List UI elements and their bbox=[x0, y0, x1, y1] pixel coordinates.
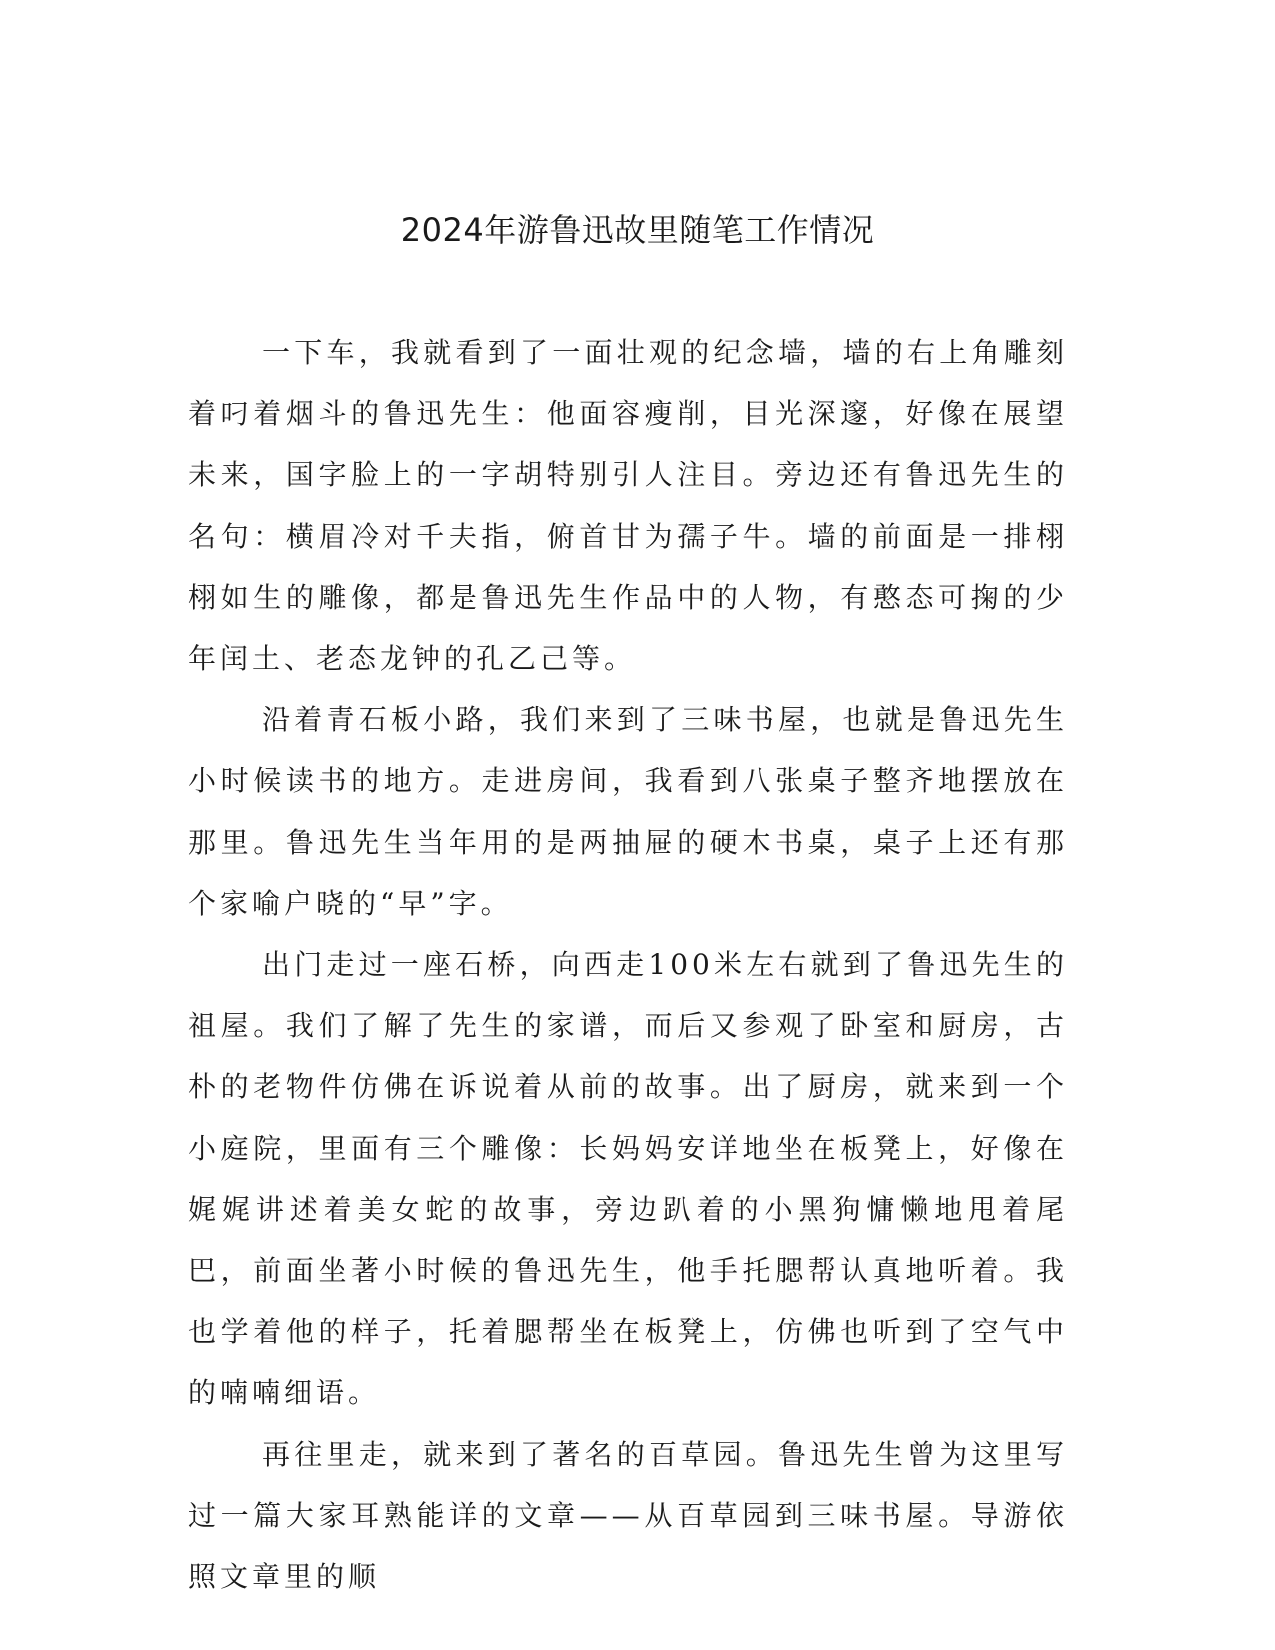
paragraph-1: 一下车，我就看到了一面壮观的纪念墙，墙的右上角雕刻着叼着烟斗的鲁迅先生：他面容瘦削，目光深邃，好像在展望未来，国字脸上的一字胡特别引人注目。旁边还有鲁迅先生的名句：横眉冷对千夫指，俯首甘为孺子牛。墙的前面是一排栩栩如生的雕像，都是鲁迅先生作品中的人物，有憨态可掬的少年闰土、老态龙钟的孔乙己等。 bbox=[188, 336, 1068, 676]
page-title: 2024年游鲁迅故里随笔工作情况 bbox=[400, 211, 875, 249]
document-body bbox=[188, 322, 1068, 1607]
paragraph-2: 沿着青石板小路，我们来到了三味书屋，也就是鲁迅先生小时候读书的地方。走进房间，我看到八张桌子整齐地摆放在那里。鲁迅先生当年用的是两抽屉的硬木书桌，桌子上还有那个家喻户晓的“早”字。 bbox=[188, 703, 1068, 920]
paragraph-3: 出门走过一座石桥，向西走100米左右就到了鲁迅先生的祖屋。我们了解了先生的家谱，而后又参观了卧室和厨房，古朴的老物件仿佛在诉说着从前的故事。出了厨房，就来到一个小庭院，里面有三个雕像：长妈妈安详地坐在板凳上，好像在娓娓讲述着美女蛇的故事，旁边趴着的小黑狗慵懒地甩着尾巴，前面坐著小时候的鲁迅先生，他手托腮帮认真地听着。我也学着他的样子，托着腮帮坐在板凳上，仿佛也听到了空气中的喃喃细语。 bbox=[188, 948, 1068, 1410]
paragraph-4: 再往里走，就来到了著名的百草园。鲁迅先生曾为这里写过一篇大家耳熟能详的文章——从百草园到三味书屋。导游依照文章里的顺 bbox=[188, 1437, 1068, 1594]
